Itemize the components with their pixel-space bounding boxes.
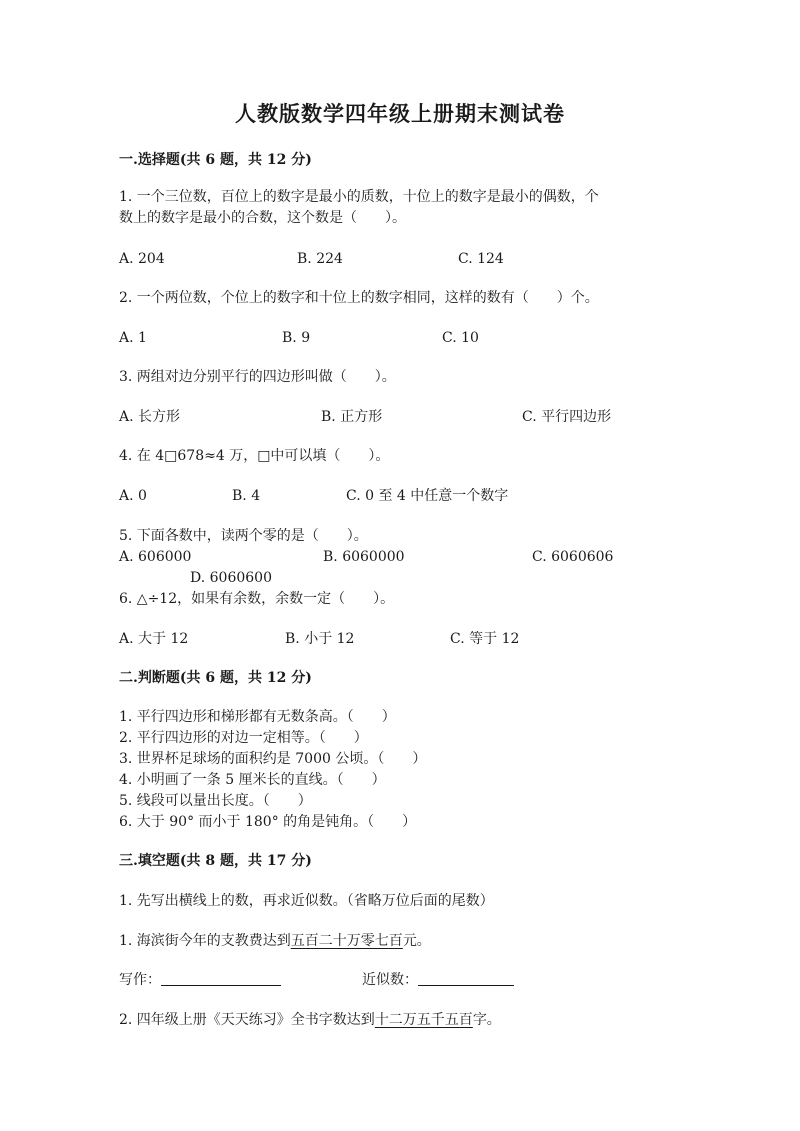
question-1-option-b: B. 224	[297, 251, 343, 267]
judge-item-3: 3. 世界杯足球场的面积约是 7000 公顷。（ ）	[119, 751, 427, 767]
question-3-option-a: A. 长方形	[119, 409, 181, 425]
fill-subquestion-2-underlined: 十二万五千五百	[374, 1012, 473, 1028]
approx-answer-row	[362, 971, 514, 989]
write-label: 写作：	[119, 972, 161, 988]
write-answer-row	[119, 971, 281, 989]
judge-item-6: 6. 大于 90° 而小于 180° 的角是钝角。（ ）	[119, 814, 417, 830]
question-6-option-a: A. 大于 12	[119, 631, 189, 647]
question-5-text: 5. 下面各数中，读两个零的是（ ）。	[119, 528, 368, 544]
fill-subquestion-2-suffix: 字。	[472, 1012, 501, 1028]
fill-subquestion-1	[119, 932, 431, 950]
question-2-option-c: C. 10	[442, 330, 479, 346]
question-3-option-b: B. 正方形	[321, 409, 383, 425]
question-1-line2: 数上的数字是最小的合数，这个数是（ ）。	[119, 210, 406, 226]
question-2-option-b: B. 9	[282, 330, 311, 346]
section-heading-fill: 三.填空题(共 8 题，共 17 分)	[119, 853, 312, 869]
question-5-option-b: B. 6060000	[323, 549, 405, 565]
question-5-option-d: D. 6060600	[190, 570, 272, 586]
fill-subquestion-1-prefix: 1. 海滨街今年的支教费达到	[119, 933, 291, 949]
fill-subquestion-2	[119, 1011, 501, 1029]
section-heading-choice: 一.选择题(共 6 题，共 12 分)	[119, 152, 312, 168]
question-5-option-c: C. 6060606	[532, 549, 614, 565]
question-2-text: 2. 一个两位数，个位上的数字和十位上的数字相同，这样的数有（ ）个。	[119, 290, 599, 306]
judge-item-5: 5. 线段可以量出长度。（ ）	[119, 793, 312, 809]
judge-item-2: 2. 平行四边形的对边一定相等。（ ）	[119, 730, 368, 746]
write-answer-blank[interactable]	[161, 971, 281, 986]
question-1-line1: 1. 一个三位数，百位上的数字是最小的质数，十位上的数字是最小的偶数，个	[119, 189, 599, 205]
question-2-option-a: A. 1	[119, 330, 147, 346]
approx-label: 近似数：	[362, 972, 418, 988]
fill-question-1-intro: 1. 先写出横线上的数，再求近似数。（省略万位后面的尾数）	[119, 893, 494, 909]
question-6-option-c: C. 等于 12	[450, 631, 520, 647]
question-5-option-a: A. 606000	[119, 549, 192, 565]
question-6-text: 6. △÷12，如果有余数，余数一定（ ）。	[119, 591, 395, 607]
question-3-option-c: C. 平行四边形	[522, 409, 612, 425]
question-4-text: 4. 在 4□678≈4 万，□中可以填（ ）。	[119, 448, 390, 464]
question-4-option-b: B. 4	[232, 488, 261, 504]
question-4-option-a: A. 0	[119, 488, 147, 504]
question-4-option-c: C. 0 至 4 中任意一个数字	[346, 488, 509, 504]
judge-item-4: 4. 小明画了一条 5 厘米长的直线。（ ）	[119, 772, 386, 788]
question-3-text: 3. 两组对边分别平行的四边形叫做（ ）。	[119, 369, 396, 385]
fill-subquestion-1-underlined: 五百二十万零七百	[290, 933, 403, 949]
fill-subquestion-2-prefix: 2. 四年级上册《天天练习》全书字数达到	[119, 1012, 375, 1028]
question-1-option-c: C. 124	[458, 251, 504, 267]
question-1-option-a: A. 204	[119, 251, 165, 267]
approx-answer-blank[interactable]	[418, 971, 514, 986]
judge-item-1: 1. 平行四边形和梯形都有无数条高。（ ）	[119, 709, 396, 725]
question-6-option-b: B. 小于 12	[285, 631, 355, 647]
fill-subquestion-1-suffix: 元。	[402, 933, 431, 949]
page-title: 人教版数学四年级上册期末测试卷	[235, 101, 565, 126]
section-heading-judge: 二.判断题(共 6 题，共 12 分)	[119, 670, 312, 686]
